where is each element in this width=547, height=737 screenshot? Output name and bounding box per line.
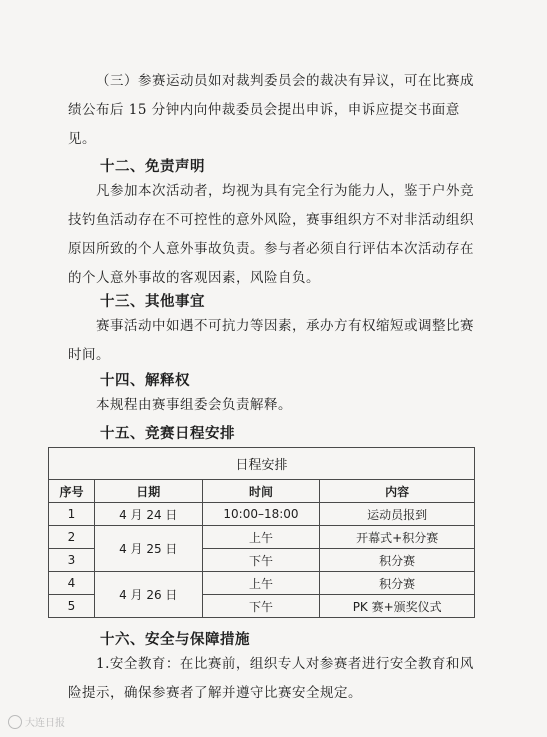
- cell-no: 3: [49, 549, 95, 572]
- table-row: [49, 526, 475, 549]
- heading-interpretation: 十四、解释权: [100, 373, 190, 389]
- cell-no: 2: [49, 526, 95, 549]
- cell-content: 积分赛: [320, 549, 475, 572]
- cell-time: 下午: [202, 595, 320, 618]
- cell-content: 开幕式+积分赛: [320, 526, 475, 549]
- cell-time: 下午: [202, 549, 320, 572]
- paragraph-interpretation: 本规程由赛事组委会负责解释。: [96, 397, 292, 413]
- cell-content: 积分赛: [320, 572, 475, 595]
- heading-other-matters: 十三、其他事宜: [100, 294, 205, 310]
- paragraph-other-matters: 赛事活动中如遇不可抗力等因素，承办方有权缩短或调整比赛时间。: [68, 318, 474, 363]
- header-no: 序号: [49, 480, 95, 503]
- cell-no: 5: [49, 595, 95, 618]
- heading-schedule: 十五、竞赛日程安排: [100, 426, 235, 442]
- watermark: [8, 714, 65, 729]
- table-row: [49, 503, 475, 526]
- schedule-table-wrapper: [48, 447, 475, 618]
- cell-no: 4: [49, 572, 95, 595]
- heading-safety: 十六、安全与保障措施: [100, 632, 250, 648]
- cell-content: PK 赛+颁奖仪式: [320, 595, 475, 618]
- header-date: 日期: [94, 480, 202, 503]
- cell-time: 上午: [202, 572, 320, 595]
- cell-date: 4 月 26 日: [94, 572, 202, 618]
- table-caption: 日程安排: [49, 448, 475, 480]
- paragraph-disclaimer: 凡参加本次活动者，均视为具有完全行为能力人，鉴于户外竞技钓鱼活动存在不可控性的意外风险，赛事组织方不对非活动组织原因所致的个人意外事故负责。参与者必须自行评估本次活动存在的个人意外事故的客观因素，风险自负。: [68, 183, 474, 286]
- cell-no: 1: [49, 503, 95, 526]
- schedule-table: [48, 447, 475, 618]
- cell-date: 4 月 25 日: [94, 526, 202, 572]
- header-content: 内容: [320, 480, 475, 503]
- table-row: [49, 572, 475, 595]
- cell-date: 4 月 24 日: [94, 503, 202, 526]
- cell-time: 上午: [202, 526, 320, 549]
- watermark-text: 大连日报: [25, 718, 65, 729]
- cell-time: 10:00–18:00: [202, 503, 320, 526]
- cell-content: 运动员报到: [320, 503, 475, 526]
- watermark-logo-icon: [8, 715, 22, 729]
- paragraph-appeal: （三）参赛运动员如对裁判委员会的裁决有异议，可在比赛成绩公布后 15 分钟内向仲裁委员会提出申诉，申诉应提交书面意见。: [68, 73, 474, 147]
- header-time: 时间: [202, 480, 320, 503]
- table-header-row: [49, 480, 475, 503]
- heading-disclaimer: 十二、免责声明: [100, 159, 205, 175]
- paragraph-safety-education: 1.安全教育：在比赛前，组织专人对参赛者进行安全教育和风险提示，确保参赛者了解并遵守比赛安全规定。: [68, 656, 474, 701]
- table-caption-row: [49, 448, 475, 480]
